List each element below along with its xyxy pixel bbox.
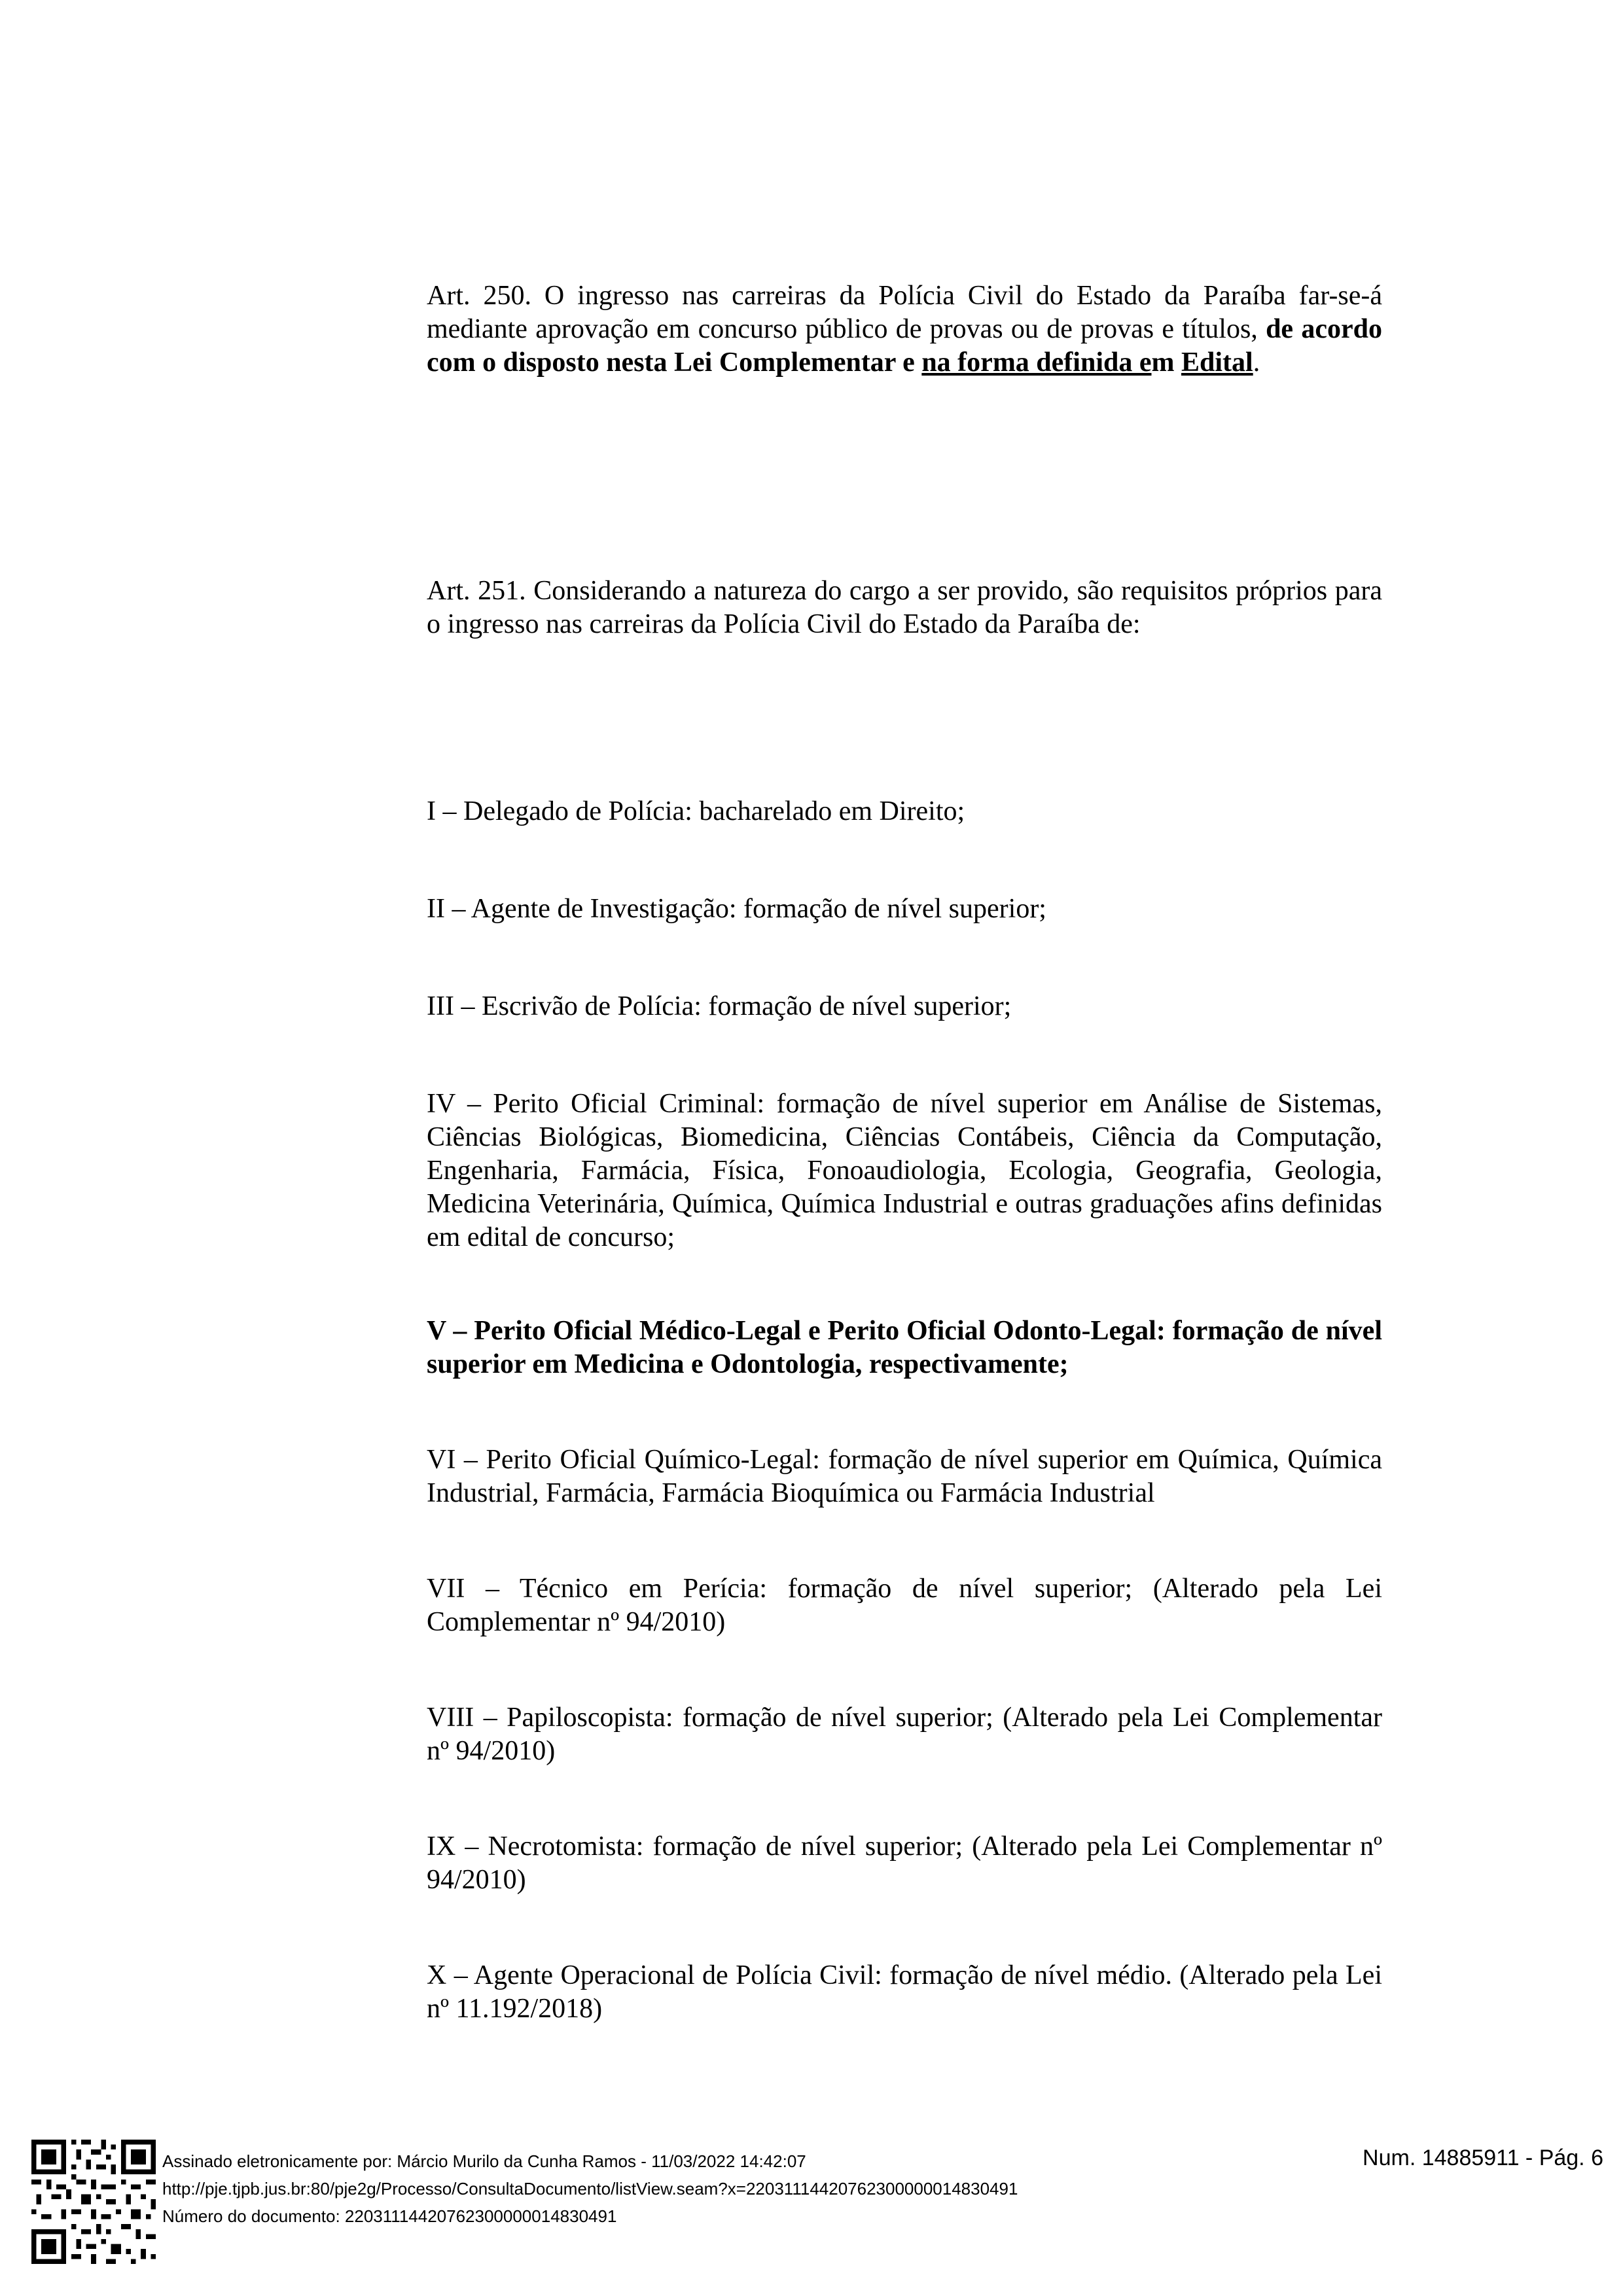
article-250-end: .	[1253, 347, 1260, 378]
list-item: IV – Perito Oficial Criminal: formação de nível superior em Análise de Sistemas, Ciências Biológicas, Biomedicina, Ciências Contábeis, Ciência da Computação, Engenharia, Farmácia, Física, Fonoaudiologia, Ecologia, Geografia, Geologia, Medicina Veterinária, Química, Química Industrial e outras graduações afins definidas em edital de concurso;	[427, 1089, 1382, 1252]
footer-page-ref: Num. 14885911 - Pág. 6	[1363, 2146, 1603, 2170]
list-item: VIII – Papiloscopista: formação de nível superior; (Alterado pela Lei Complementar nº 94/2010)	[427, 1703, 1382, 1766]
list-item: IX – Necrotomista: formação de nível superior; (Alterado pela Lei Complementar nº 94/2010)	[427, 1831, 1382, 1895]
list-item: II – Agente de Investigação: formação de nível superior;	[427, 894, 1046, 924]
qr-code-icon	[31, 2140, 156, 2264]
list-item: V – Perito Oficial Médico-Legal e Perito Oficial Odonto-Legal: formação de nível superior em Medicina e Odontologia, respectivamente;	[427, 1316, 1382, 1379]
article-251: Art. 251. Considerando a natureza do cargo a ser provido, são requisitos próprios para o ingresso nas carreiras da Polícia Civil do Estado da Paraíba de:	[427, 576, 1382, 639]
article-250-bold: de acordo com o disposto nesta Lei Complementar e	[427, 314, 1382, 378]
footer-url[interactable]: http://pje.tjpb.jus.br:80/pje2g/Processo/ConsultaDocumento/listView.seam?x=22031114420762300000014830491	[162, 2179, 1018, 2199]
footer-signed-by: Assinado eletronicamente por: Márcio Murilo da Cunha Ramos - 11/03/2022 14:42:07	[162, 2151, 806, 2171]
article-250-bold-tail: m	[1151, 347, 1175, 378]
article-250-edital: Edital	[1181, 347, 1253, 378]
article-250-underlined: na forma definida e	[921, 347, 1152, 378]
list-item: X – Agente Operacional de Polícia Civil: formação de nível médio. (Alterado pela Lei nº 11.192/2018)	[427, 1960, 1382, 2024]
list-item: I – Delegado de Polícia: bacharelado em Direito;	[427, 796, 965, 826]
list-item: III – Escrivão de Polícia: formação de nível superior;	[427, 991, 1012, 1021]
article-250-text: Art. 250. O ingresso nas carreiras da Polícia Civil do Estado da Paraíba far-se-á mediante aprovação em concurso público de provas ou de provas e títulos,	[427, 281, 1382, 344]
footer-doc-number: Número do documento: 22031114420762300000014830491	[162, 2206, 617, 2226]
list-item: VII – Técnico em Perícia: formação de nível superior; (Alterado pela Lei Complementar nº 94/2010)	[427, 1574, 1382, 1637]
article-250	[427, 279, 1382, 380]
list-item: VI – Perito Oficial Químico-Legal: formação de nível superior em Química, Química Industrial, Farmácia, Farmácia Bioquímica ou Farmácia Industrial	[427, 1445, 1382, 1508]
